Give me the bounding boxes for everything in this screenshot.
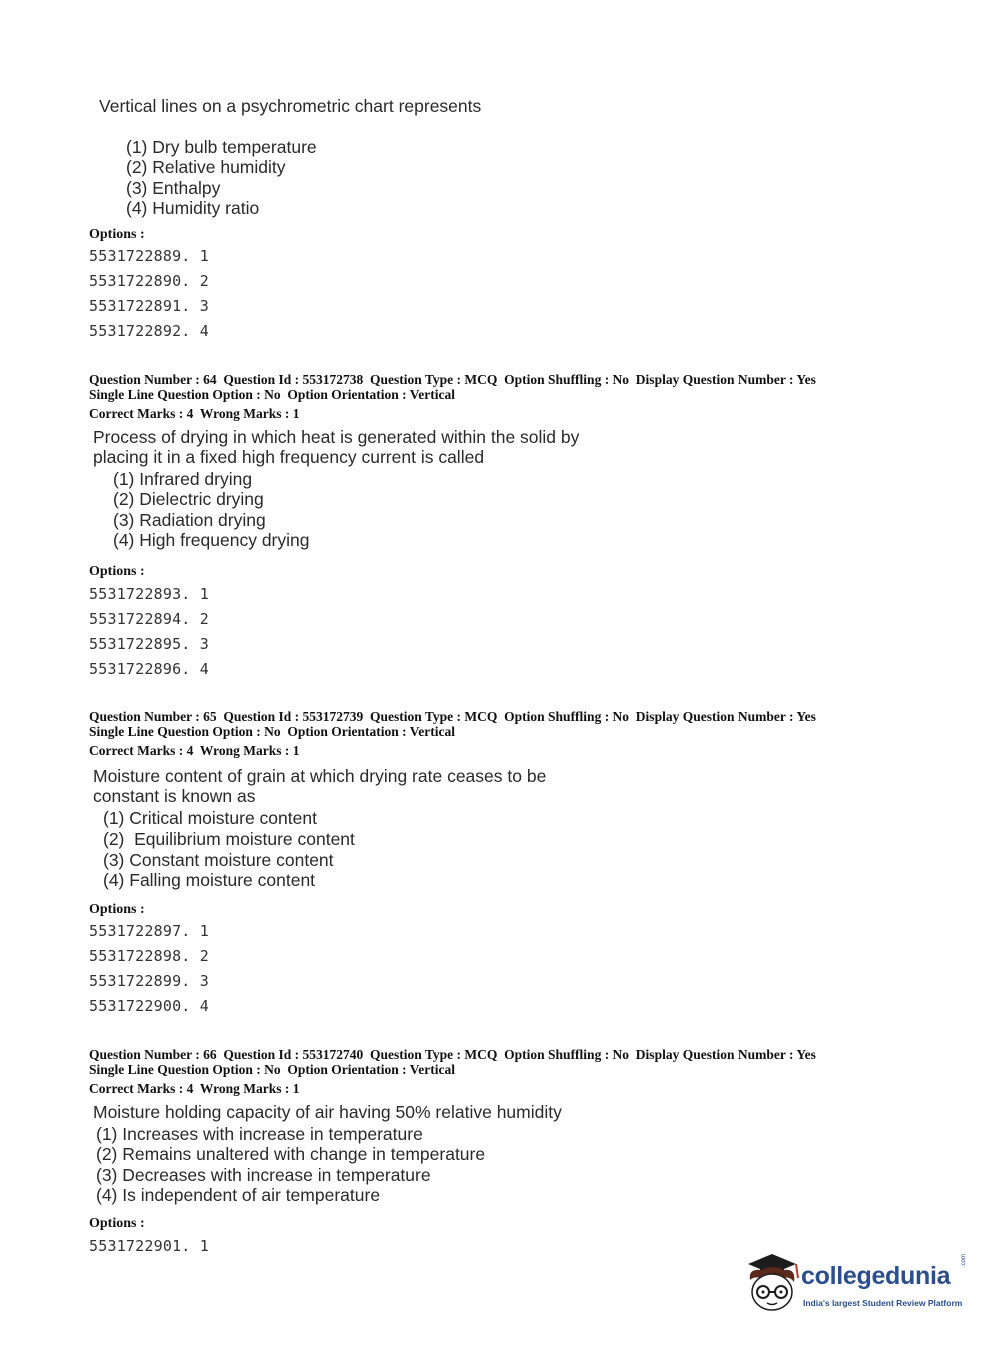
question-65-option-3: 5531722899. 3 bbox=[89, 972, 209, 990]
mascot-icon bbox=[742, 1250, 802, 1320]
question-63-option-1: 5531722889. 1 bbox=[89, 247, 209, 265]
question-66-meta-line-2: Single Line Question Option : No Option Orientation : Vertical bbox=[89, 1062, 456, 1077]
question-66-stem: Moisture holding capacity of air having 50% relative humidity bbox=[93, 1102, 562, 1122]
question-63-option-2: 5531722890. 2 bbox=[89, 272, 209, 290]
question-66-choice-4: (4) Is independent of air temperature bbox=[96, 1185, 381, 1205]
question-65-option-2: 5531722898. 2 bbox=[89, 947, 209, 965]
question-64-stem-line-1: Process of drying in which heat is generated within the solid by bbox=[93, 427, 580, 447]
question-64-choice-4: (4) High frequency drying bbox=[113, 530, 310, 550]
collegedunia-logo bbox=[742, 1250, 972, 1320]
question-64-option-4: 5531722896. 4 bbox=[89, 660, 209, 678]
question-65-choice-2: (2) Equilibrium moisture content bbox=[103, 829, 355, 849]
question-63-stem: Vertical lines on a psychrometric chart represents bbox=[99, 96, 482, 116]
question-65-stem-line-2: constant is known as bbox=[93, 786, 256, 806]
logo-tagline: India's largest Student Review Platform bbox=[803, 1298, 963, 1308]
question-65-choice-4: (4) Falling moisture content bbox=[103, 870, 316, 890]
question-64-choice-2: (2) Dielectric drying bbox=[113, 489, 264, 509]
question-66-options-label: Options : bbox=[89, 1216, 145, 1231]
question-63-choice-4: (4) Humidity ratio bbox=[126, 198, 260, 218]
question-66-meta-line-1: Question Number : 66 Question Id : 553172740 Question Type : MCQ Option Shuffling : No Display Question Number : Yes bbox=[89, 1047, 816, 1062]
question-66-marks: Correct Marks : 4 Wrong Marks : 1 bbox=[89, 1081, 300, 1096]
question-63-choice-3: (3) Enthalpy bbox=[126, 178, 221, 198]
question-65-option-1: 5531722897. 1 bbox=[89, 922, 209, 940]
question-64-option-2: 5531722894. 2 bbox=[89, 610, 209, 628]
question-64-meta-line-1: Question Number : 64 Question Id : 553172738 Question Type : MCQ Option Shuffling : No Display Question Number : Yes bbox=[89, 372, 816, 387]
question-63-option-3: 5531722891. 3 bbox=[89, 297, 209, 315]
question-65-marks: Correct Marks : 4 Wrong Marks : 1 bbox=[89, 743, 300, 758]
question-64-marks: Correct Marks : 4 Wrong Marks : 1 bbox=[89, 406, 300, 421]
question-66-choice-1: (1) Increases with increase in temperature bbox=[96, 1124, 423, 1144]
question-65-choice-1: (1) Critical moisture content bbox=[103, 808, 317, 828]
logo-com-suffix: .com bbox=[961, 1253, 967, 1267]
question-66-option-1: 5531722901. 1 bbox=[89, 1237, 209, 1255]
question-64-choice-3: (3) Radiation drying bbox=[113, 510, 266, 530]
logo-wordmark: collegedunia bbox=[801, 1262, 951, 1290]
question-63-choice-1: (1) Dry bulb temperature bbox=[126, 137, 317, 157]
question-64-meta-line-2: Single Line Question Option : No Option Orientation : Vertical bbox=[89, 387, 456, 402]
question-63-options-label: Options : bbox=[89, 227, 145, 242]
question-65-options-label: Options : bbox=[89, 902, 145, 917]
question-66-choice-2: (2) Remains unaltered with change in temperature bbox=[96, 1144, 486, 1164]
question-66-choice-3: (3) Decreases with increase in temperature bbox=[96, 1165, 431, 1185]
question-65-choice-3: (3) Constant moisture content bbox=[103, 850, 334, 870]
question-65-meta-line-2: Single Line Question Option : No Option Orientation : Vertical bbox=[89, 724, 456, 739]
question-64-option-3: 5531722895. 3 bbox=[89, 635, 209, 653]
question-65-option-4: 5531722900. 4 bbox=[89, 997, 209, 1015]
question-63-choice-2: (2) Relative humidity bbox=[126, 157, 286, 177]
question-64-choice-1: (1) Infrared drying bbox=[113, 469, 253, 489]
question-63-option-4: 5531722892. 4 bbox=[89, 322, 209, 340]
question-64-stem-line-2: placing it in a fixed high frequency current is called bbox=[93, 447, 485, 467]
question-64-option-1: 5531722893. 1 bbox=[89, 585, 209, 603]
question-65-meta-line-1: Question Number : 65 Question Id : 553172739 Question Type : MCQ Option Shuffling : No Display Question Number : Yes bbox=[89, 709, 816, 724]
question-64-options-label: Options : bbox=[89, 564, 145, 579]
question-65-stem-line-1: Moisture content of grain at which drying rate ceases to be bbox=[93, 766, 547, 786]
